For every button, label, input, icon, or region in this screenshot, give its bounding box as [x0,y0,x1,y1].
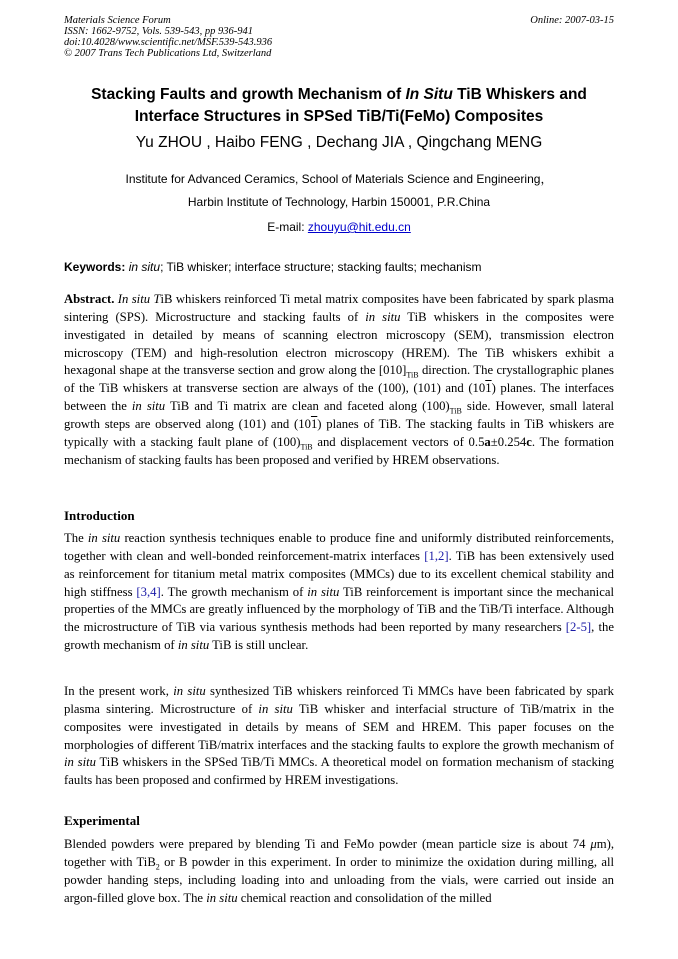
citation-link[interactable]: [1,2] [424,548,449,563]
citation-link[interactable]: [3,4] [136,584,161,599]
email-line: E-mail: zhouyu@hit.edu.cn [267,220,411,234]
issn-line: ISSN: 1662-9752, Vols. 539-543, pp 936-941 [64,26,253,37]
journal-header [64,15,272,59]
online-date: Online: 2007-03-15 [530,15,614,26]
experimental-heading: Experimental [64,813,140,828]
introduction-paragraph-2: In the present work, in situ synthesized TiB whiskers reinforced Ti MMCs have been fabricated by spark plasma sintering. Microstructure of in situ TiB whisker and interfacial structure of TiB/matrix in the composites were investigated in details by means of SEM and HREM. This paper focuses on the morphologies of different TiB/matrix interfaces and the stacking faults to explore the growth mechanism of in situ TiB whiskers in the SPSed TiB/Ti MMCs. A theoretical model on formation mechanism of stacking faults has been proposed and confirmed by HREM investigations. [64,684,615,788]
affiliation-line-2: Harbin Institute of Technology, Harbin 150001, P.R.China [187,195,491,209]
copyright-line: © 2007 Trans Tech Publications Ltd, Switzerland [64,48,272,59]
introduction-heading: Introduction [64,508,135,523]
paper-title: Stacking Faults and growth Mechanism of In Situ TiB Whiskers and Interface Structures in SPSed TiB/Ti(FeMo) Composites [91,86,587,125]
citation-link[interactable]: [2-5] [565,620,592,635]
doi-line: doi:10.4028/www.scientific.net/MSF.539-543.936 [64,37,273,48]
experimental-paragraph-1: Blended powders were prepared by blending Ti and FeMo powder (mean particle size is about 74 μm), together with TiB$_2$ or B powder in this experiment. In order to minimize the oxidation during milling, all powder handing steps, including loading into and unloading from the vials, were carried out inside an argon-filled glove box. The in situ chemical reaction and consolidation of the milled [64,837,614,905]
keywords: Keywords: in situ; TiB whisker; interface structure; stacking faults; mechanism [64,260,482,274]
journal-name: Materials Science Forum [64,15,171,26]
email-link[interactable]: zhouyu@hit.edu.cn [307,220,411,234]
author-list: Yu ZHOU , Haibo FENG , Dechang JIA , Qingchang MENG [135,134,543,151]
abstract-paragraph: Abstract. In situ TiB whiskers reinforced Ti metal matrix composites have been fabricated by spark plasma sintering (SPS). Microstructure and stacking faults of in situ TiB whiskers in the composites were investigated in detailed by means of scanning electron microscopy (SEM), transmission electron microscopy (TEM) and high-resolution electron microscopy (HREM). The TiB whiskers exhibit a hexagonal shape at the transverse section and grow along the $[010]_{TiB}$ direction. The crystallographic planes of the TiB whiskers at transverse section are always of the (100), (101) and (101) planes. The interfaces between the in situ TiB and Ti matrix are clean and faceted along $(100)_{TiB}$ side. However, small lateral growth steps are observed along (101) and (101) planes of TiB. The stacking faults in TiB whiskers are typically with a stacking fault plane of $(100)_{TiB}$ and displacement vectors of 0.5a±0.254c. The formation mechanism of stacking faults has been proposed and verified by HREM observations. [64,292,615,467]
introduction-paragraph-1: The in situ reaction synthesis techniques enable to produce fine and uniformly distributed reinforcements, together with clean and well-bonded reinforcement-matrix interfaces [1,2]. TiB has been extensively used as reinforcement for titanium metal matrix composites (MMCs) due to its excellent chemical stability and high stiffness [3,4]. The growth mechanism of in situ TiB reinforcement is important since the mechanical properties of the MMCs are greatly influenced by the morphology of TiB and the TiB/Ti interface. Although the microstructure of TiB via various synthesis methods had been reported by many researchers [2-5], the growth mechanism of in situ TiB is still unclear. [64,531,614,653]
affiliation-line-1: Institute for Advanced Ceramics, School of Materials Science and Engineering， [125,172,553,186]
